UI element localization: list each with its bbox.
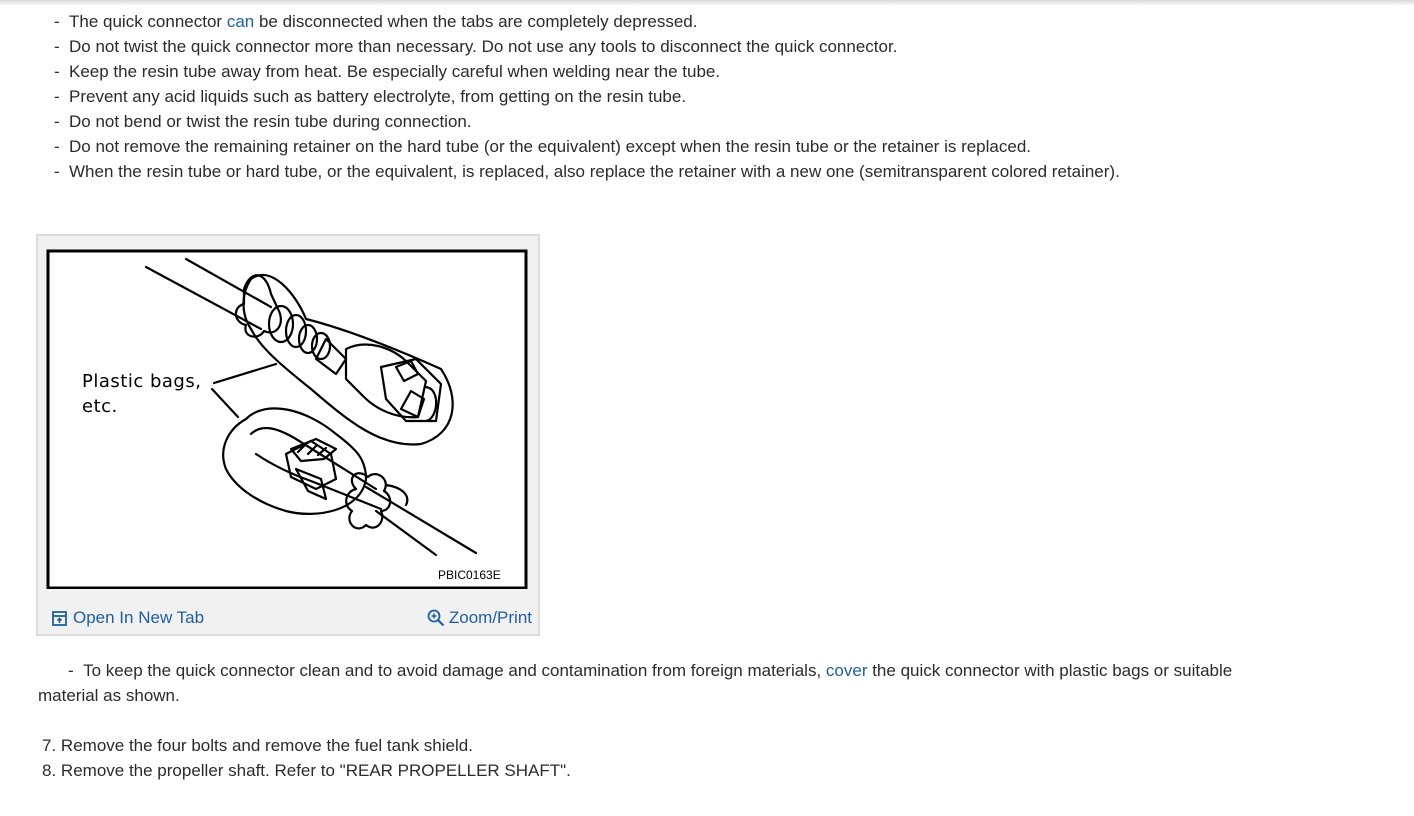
bullet-marker: - <box>54 62 60 81</box>
step-item <box>42 758 571 783</box>
list-item: - Do not remove the remaining retainer on the hard tube (or the equivalent) except when the resin tube or the retainer is replaced. <box>54 134 1120 159</box>
zoom-print-button[interactable] <box>427 605 532 631</box>
cover-note: - To keep the quick connector clean and to avoid damage and contamination from foreign materials, cover the quick connector with plastic bags or suitable material as shown. <box>38 661 1233 705</box>
zoom-icon <box>427 609 445 627</box>
list-item: - Do not twist the quick connector more than necessary. Do not use any tools to disconnect the quick connector. <box>54 34 1120 59</box>
step-number: 8. <box>42 761 57 780</box>
step-text: Remove the four bolts and remove the fuel tank shield. <box>60 736 473 755</box>
figure-label: Plastic bags, <box>82 371 202 392</box>
step-text: Remove the propeller shaft. Refer to "REAR PROPELLER SHAFT". <box>60 761 571 780</box>
bullet-marker: - <box>54 112 60 131</box>
list-item: - Prevent any acid liquids such as battery electrolyte, from getting on the resin tube. <box>54 84 1120 109</box>
open-in-new-tab-label: Open In New Tab <box>73 608 205 627</box>
bullet-marker: - <box>54 162 60 181</box>
quick-connector-illustration <box>46 249 528 589</box>
bullet-marker: - <box>54 137 60 156</box>
open-tab-icon <box>52 611 67 626</box>
open-in-new-tab-button[interactable] <box>52 605 204 631</box>
bullet-marker: - <box>54 12 60 31</box>
note-marker: - <box>68 661 74 680</box>
top-shadow <box>0 0 1414 6</box>
can-link[interactable]: can <box>226 12 255 31</box>
bullet-marker: - <box>54 37 60 56</box>
figure-code: PBIC0163E <box>438 568 501 582</box>
procedure-steps <box>42 733 571 783</box>
zoom-print-label: Zoom/Print <box>448 608 532 627</box>
precaution-list <box>54 9 1120 184</box>
bullet-marker: - <box>54 87 60 106</box>
list-item: - The quick connector can be disconnected when the tabs are completely depressed. <box>54 9 1120 34</box>
list-item: - When the resin tube or hard tube, or the equivalent, is replaced, also replace the retainer with a new one (semitransparent colored retainer). <box>54 159 1120 184</box>
list-item: - Do not bend or twist the resin tube during connection. <box>54 109 1120 134</box>
figure-panel <box>36 234 540 636</box>
cover-link[interactable]: cover <box>825 661 868 680</box>
step-number: 7. <box>42 736 57 755</box>
list-item: - Keep the resin tube away from heat. Be especially careful when welding near the tube. <box>54 59 1120 84</box>
step-item <box>42 733 571 758</box>
figure-label: etc. <box>82 396 118 417</box>
